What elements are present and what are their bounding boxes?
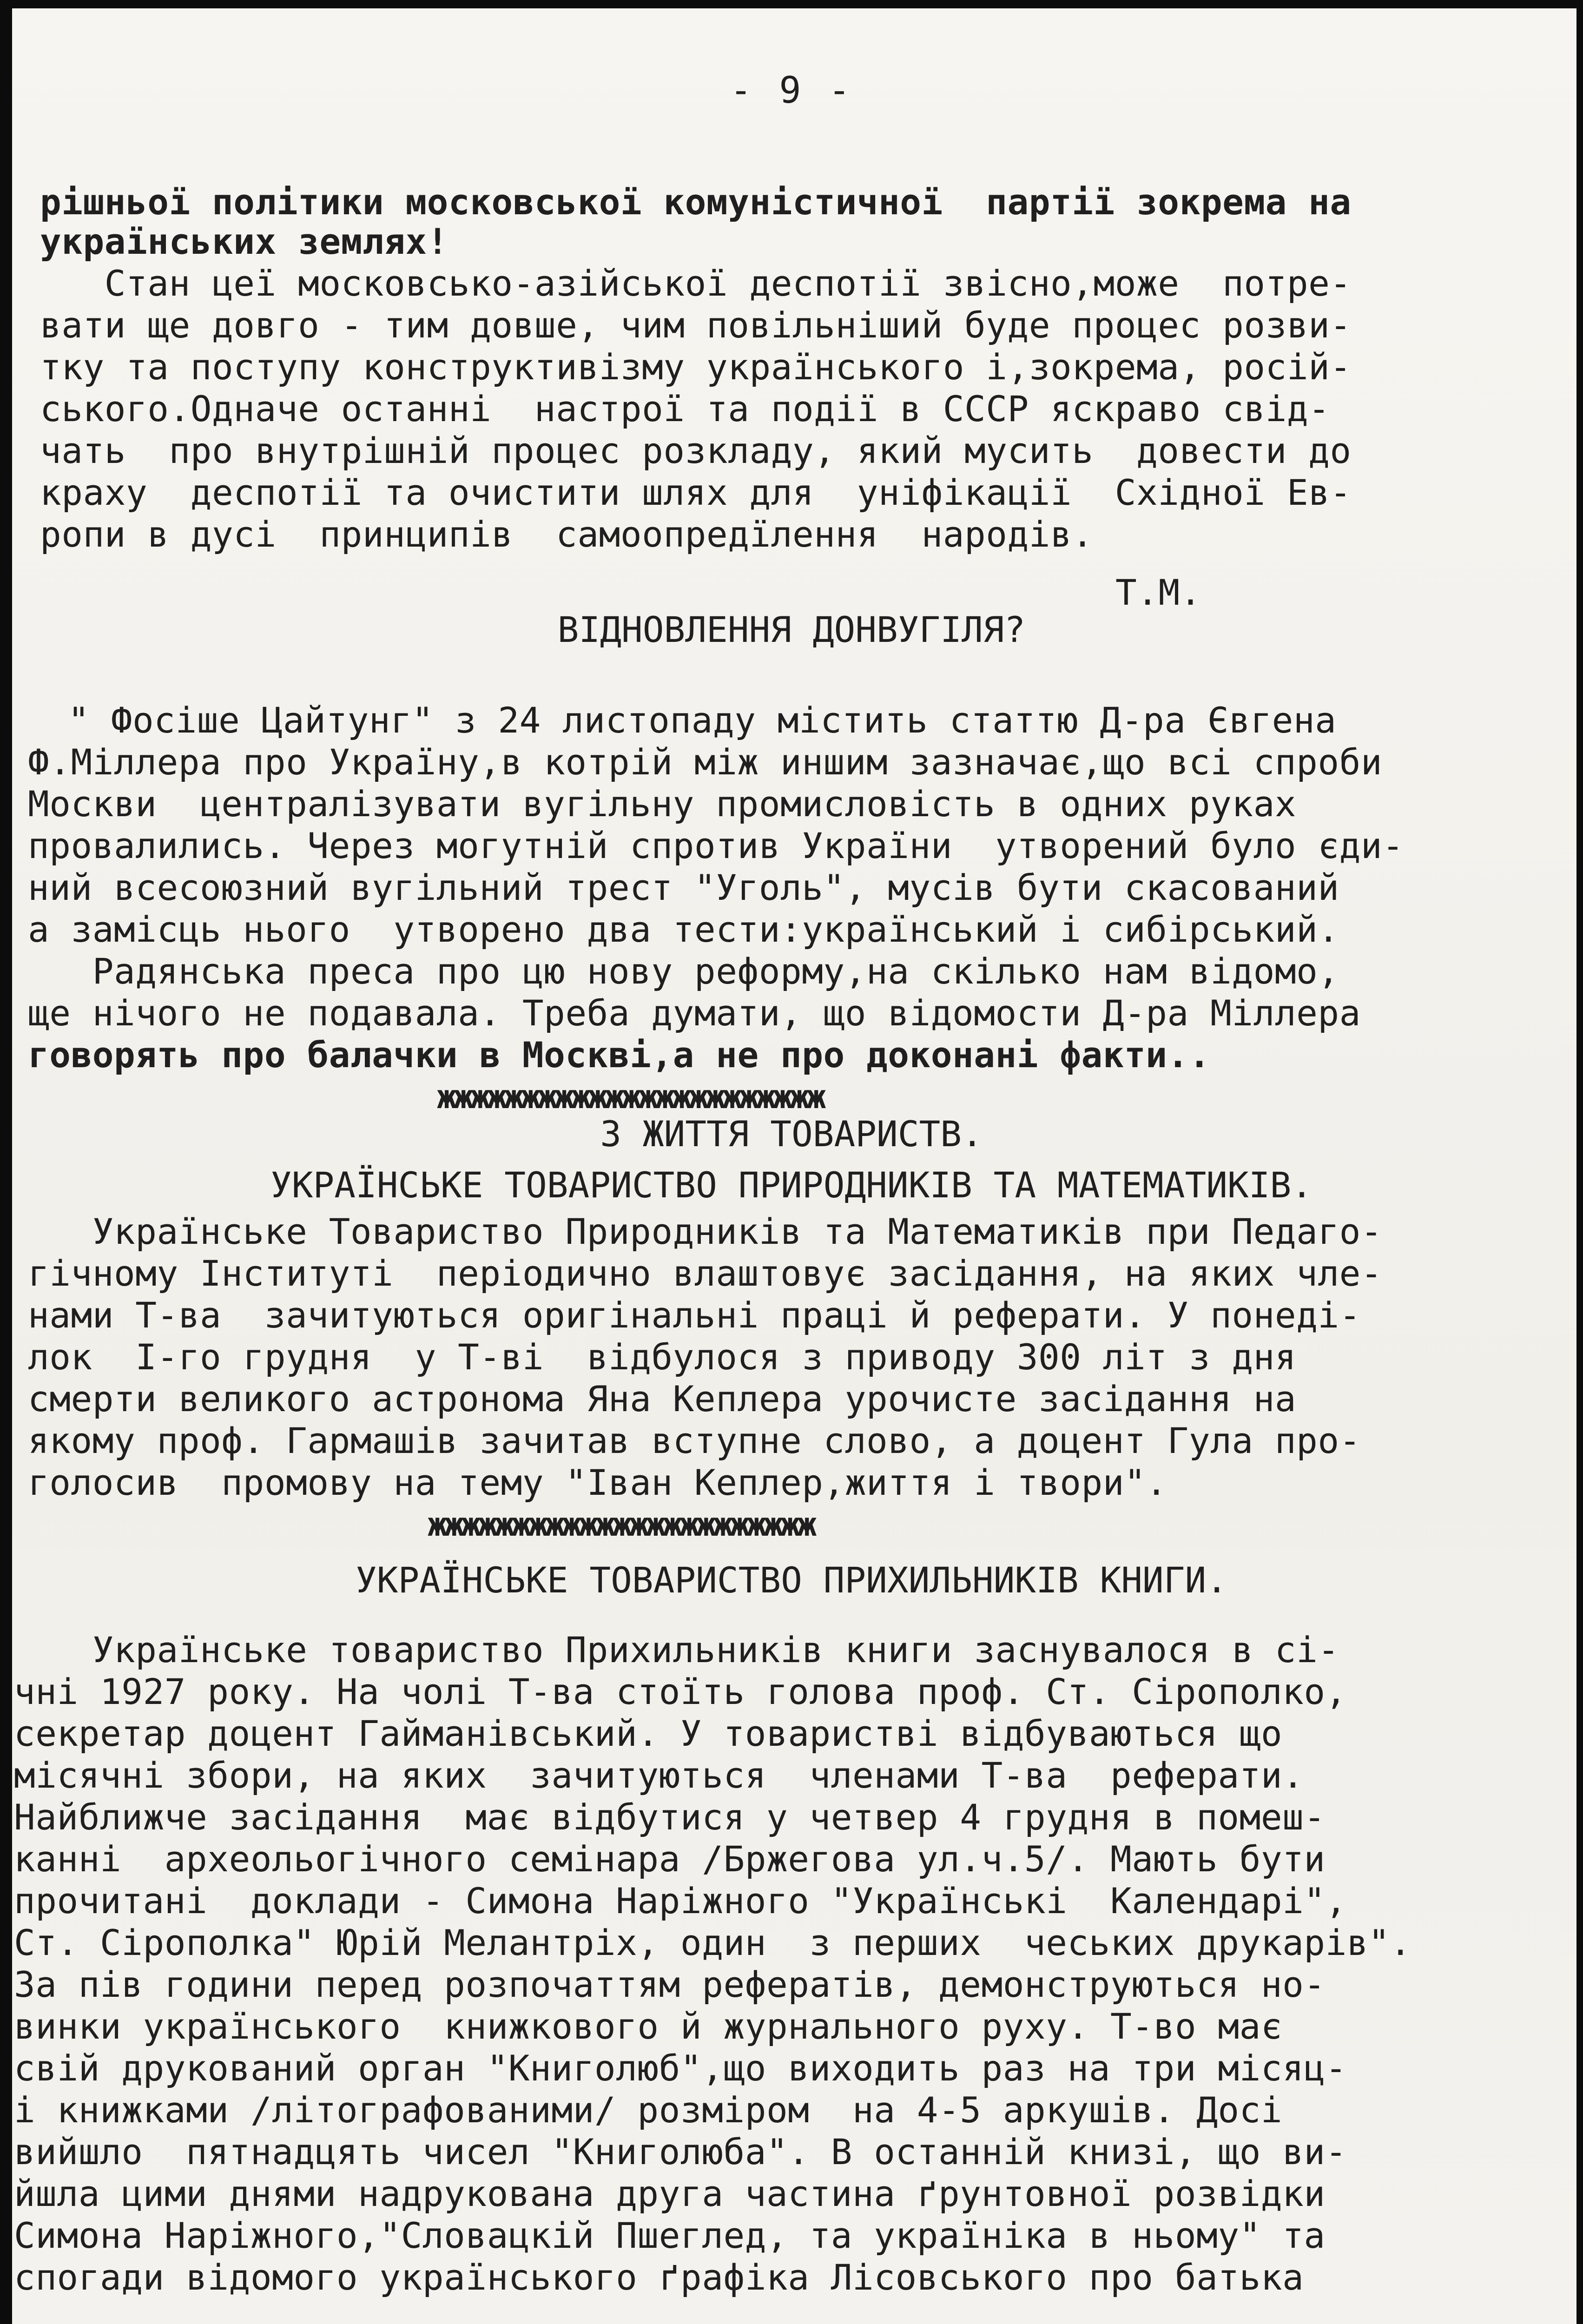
- text-line: лок І-го грудня у Т-ві відбулося з приводу 300 літ з дня: [28, 1336, 1297, 1378]
- text-line: Українське товариство Прихильників книги заснувалося в сі-: [28, 1629, 1339, 1670]
- text-line: секретар доцент Гайманівський. У товаристві відбуваються що: [14, 1713, 1283, 1754]
- text-line: ще нічого не подавала. Треба думати, що відомости Д-ра Міллера: [28, 992, 1361, 1034]
- author-signature: Т.М.: [1115, 572, 1202, 613]
- text-line: спогади відомого українського ґрафіка Лісовського про батька: [14, 2257, 1304, 2298]
- text-line: вийшло пятнадцять чисел "Книголюба". В останній книзі, що ви-: [14, 2131, 1347, 2172]
- text-line: чні 1927 року. На чолі Т-ва стоїть голова проф. Ст. Сірополко,: [14, 1671, 1347, 1712]
- section-separator: жжжжжжжжжжжжжжжжжжжжжжж: [428, 1505, 814, 1544]
- text-line: Симона Наріжного,"Словацкій Пшеглед, та україніка в ньому" та: [14, 2215, 1326, 2256]
- text-line: Українське Товариство Природників та Математиків при Педаго-: [28, 1211, 1383, 1252]
- text-line: провалились. Через могутній спротив України утворений було єди-: [28, 825, 1404, 866]
- text-line: вати ще довго - тим довше, чим повільніший буде процес розви-: [40, 304, 1352, 346]
- text-line: Стан цеї московсько-азійської деспотії звісно,може потре-: [40, 263, 1352, 304]
- text-line: краху деспотії та очистити шлях для уніфікації Східної Ев-: [40, 472, 1352, 513]
- section-title-book-lovers: УКРАЇНСЬКЕ ТОВАРИСТВО ПРИХИЛЬНИКІВ КНИГИ.: [356, 1559, 1227, 1601]
- text-line: винки українського книжкового й журнального руху. Т-во має: [14, 2006, 1283, 2047]
- text-line: чать про внутрішній процес розкладу, який мусить довести до: [40, 430, 1352, 471]
- section-title-naturalists: УКРАЇНСЬКЕ ТОВАРИСТВО ПРИРОДНИКІВ ТА МАТЕМАТИКІВ.: [270, 1164, 1313, 1206]
- text-line: канні археольогічного семінара /Бржегова ул.ч.5/. Мають бути: [14, 1838, 1326, 1880]
- text-line: ського.Одначе останні настрої та події в СССР яскраво свід-: [40, 388, 1330, 429]
- text-line: йшла цими днями надрукована друга частина ґрунтовної розвідки: [14, 2173, 1326, 2214]
- text-line: нами Т-ва зачитуються оригінальні праці й реферати. У понеді-: [28, 1294, 1361, 1336]
- page-number: - 9 -: [730, 70, 853, 112]
- text-line: За пів години перед розпочаттям рефератів, демонструються но-: [14, 1964, 1326, 2005]
- text-line: гічному Інституті періодично влаштовує засідання, на яких чле-: [28, 1253, 1383, 1294]
- text-line: ний всесоюзний вугільний трест "Уголь", мусів бути скасований: [28, 867, 1339, 908]
- section-separator: жжжжжжжжжжжжжжжжжжжжжжж: [437, 1078, 824, 1116]
- text-line: Москви централізувати вугільну промисловість в одних руках: [28, 783, 1297, 825]
- text-line: українських землях!: [40, 221, 449, 262]
- text-line: Найближче засідання має відбутися у четвер 4 грудня в помеш-: [14, 1796, 1326, 1838]
- text-line: якому проф. Гармашів зачитав вступне слово, а доцент Гула про-: [28, 1420, 1361, 1461]
- text-line: говорять про балачки в Москві,а не про доконані факти..: [28, 1034, 1211, 1076]
- text-line: рішньої політики московської комуністичної партії зокрема на: [40, 181, 1352, 223]
- text-line: голосив промову на тему "Іван Кеплер,життя і твори".: [28, 1462, 1167, 1503]
- news-header: З ЖИТТЯ ТОВАРИСТВ.: [600, 1113, 983, 1155]
- text-line: свій друкований орган "Книголюб",що виходить раз на три місяц-: [14, 2047, 1347, 2089]
- text-line: прочитані доклади - Симона Наріжного "Українські Календарі",: [14, 1880, 1347, 1921]
- text-line: місячні збори, на яких зачитуються членами Т-ва реферати.: [14, 1755, 1304, 1796]
- text-line: а замісць нього утворено два тести:український і сибірський.: [28, 909, 1339, 950]
- text-line: і книжками /літографованими/ розміром на 4-5 аркушів. Досі: [14, 2089, 1283, 2131]
- text-line: смерти великого астронома Яна Кеплера урочисте засідання на: [28, 1378, 1297, 1419]
- text-line: тку та поступу конструктивізму українського і,зокрема, росій-: [40, 346, 1352, 388]
- text-line: Ф.Міллера про Україну,в котрій між иншим зазначає,що всі спроби: [28, 741, 1383, 783]
- section-title-donvugil: ВІДНОВЛЕННЯ ДОНВУГІЛЯ?: [557, 609, 1026, 650]
- text-line: Радянська преса про цю нову реформу,на скілько нам відомо,: [28, 951, 1339, 992]
- text-line: ропи в дусі принципів самоопредїлення народів.: [40, 514, 1094, 555]
- text-line: Ст. Сірополка" Юрій Мелантріх, один з перших чеських друкарів".: [14, 1922, 1412, 1963]
- scan-border-top: [0, 0, 1583, 8]
- text-line: " Фосіше Цайтунг" з 24 листопаду містить статтю Д-ра Євгена: [46, 700, 1337, 741]
